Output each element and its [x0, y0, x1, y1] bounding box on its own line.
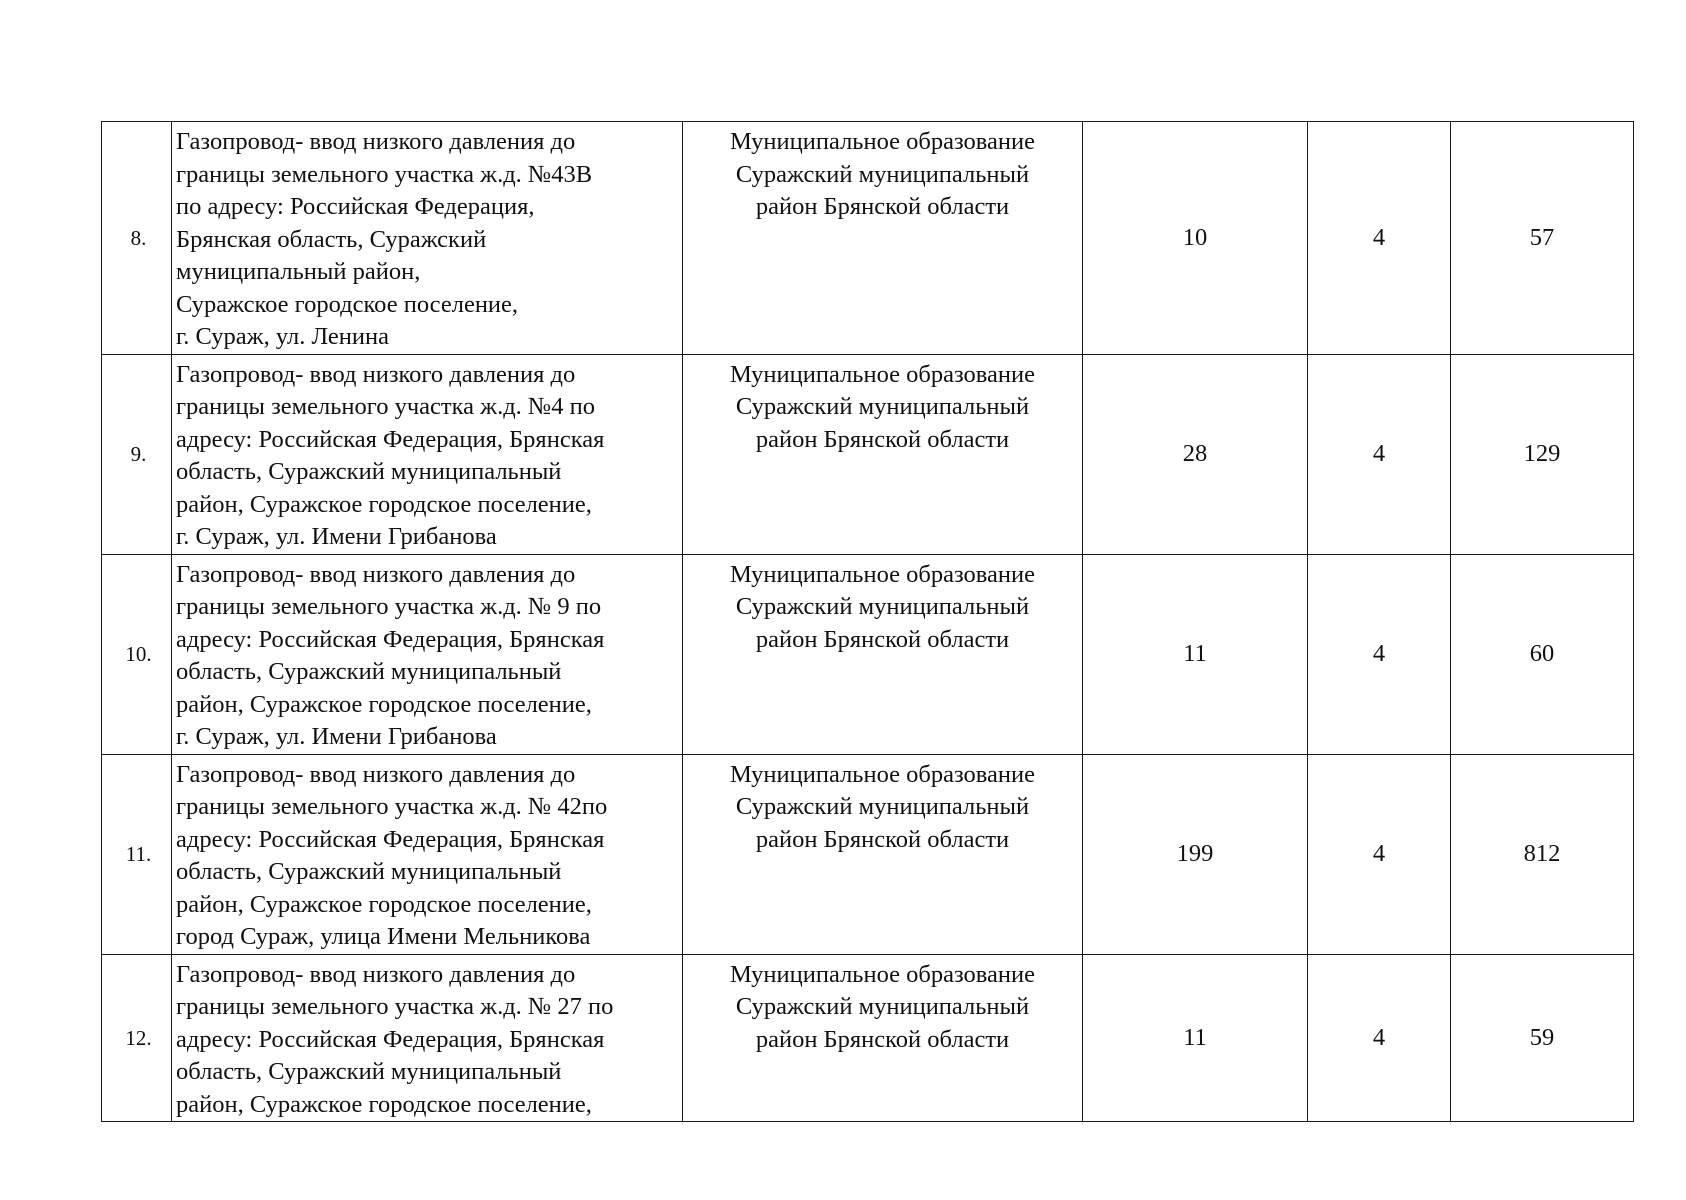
object-name: Газопровод- ввод низкого давления до границы земельного участка ж.д. №43В по адресу: Российская Федерация, Брянская область, Суражский муниципальный район, Суражское городское поселение, г. Сураж, ул. Ленина [172, 122, 683, 355]
object-owner: Муниципальное образование Суражский муниципальный район Брянской области [683, 954, 1083, 1122]
value-col-1: 11 [1083, 554, 1308, 754]
value-col-3: 57 [1451, 122, 1634, 355]
table-row [102, 754, 1634, 954]
objects-table [101, 121, 1634, 1122]
value-col-1: 11 [1083, 954, 1308, 1122]
object-name: Газопровод- ввод низкого давления до границы земельного участка ж.д. № 42по адресу: Российская Федерация, Брянская область, Суражский муниципальный район, Суражское городское поселение, город Сураж, улица Имени Мельникова [172, 754, 683, 954]
value-col-3: 129 [1451, 354, 1634, 554]
value-col-1: 199 [1083, 754, 1308, 954]
object-owner: Муниципальное образование Суражский муниципальный район Брянской области [683, 554, 1083, 754]
value-col-2: 4 [1308, 122, 1451, 355]
value-col-2: 4 [1308, 554, 1451, 754]
value-col-1: 10 [1083, 122, 1308, 355]
row-number: 10. [102, 554, 172, 754]
table-row [102, 954, 1634, 1122]
row-number: 9. [102, 354, 172, 554]
row-number: 11. [102, 754, 172, 954]
object-name: Газопровод- ввод низкого давления до границы земельного участка ж.д. № 27 по адресу: Российская Федерация, Брянская область, Суражский муниципальный район, Суражское городское поселение, [172, 954, 683, 1122]
value-col-3: 59 [1451, 954, 1634, 1122]
row-number: 8. [102, 122, 172, 355]
value-col-2: 4 [1308, 754, 1451, 954]
object-owner: Муниципальное образование Суражский муниципальный район Брянской области [683, 354, 1083, 554]
value-col-1: 28 [1083, 354, 1308, 554]
value-col-3: 812 [1451, 754, 1634, 954]
object-owner: Муниципальное образование Суражский муниципальный район Брянской области [683, 754, 1083, 954]
table-row [102, 122, 1634, 355]
value-col-2: 4 [1308, 954, 1451, 1122]
value-col-3: 60 [1451, 554, 1634, 754]
object-name: Газопровод- ввод низкого давления до границы земельного участка ж.д. №4 по адресу: Российская Федерация, Брянская область, Суражский муниципальный район, Суражское городское поселение, г. Сураж, ул. Имени Грибанова [172, 354, 683, 554]
value-col-2: 4 [1308, 354, 1451, 554]
table-row [102, 554, 1634, 754]
row-number: 12. [102, 954, 172, 1122]
table-row [102, 354, 1634, 554]
object-owner: Муниципальное образование Суражский муниципальный район Брянской области [683, 122, 1083, 355]
object-name: Газопровод- ввод низкого давления до границы земельного участка ж.д. № 9 по адресу: Российская Федерация, Брянская область, Суражский муниципальный район, Суражское городское поселение, г. Сураж, ул. Имени Грибанова [172, 554, 683, 754]
